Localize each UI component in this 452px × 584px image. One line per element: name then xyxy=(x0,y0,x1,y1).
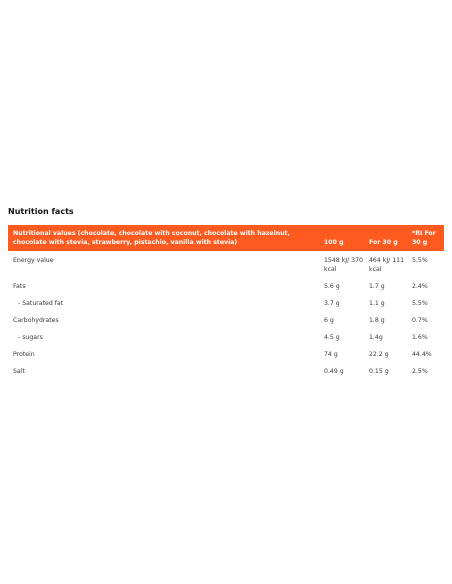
value-per-30g: 464 kJ/ 111 kcal xyxy=(369,257,405,273)
value-per-30g: 1.4g xyxy=(369,334,383,341)
table-header-row xyxy=(8,225,444,251)
nutrient-name: Energy value xyxy=(13,257,54,264)
nutrient-name: - sugars xyxy=(18,334,43,341)
nutrient-name: - Saturated fat xyxy=(18,300,64,307)
value-ri: 5.5% xyxy=(412,300,428,307)
header-nutritional-values: Nutritional values (chocolate, chocolate with coconut, chocolate with hazelnut, chocolate with stevia, strawberry, pistachio, vanilla with stevia) xyxy=(8,225,319,251)
value-per-30g: 22.2 g xyxy=(369,351,389,358)
value-per-100g: 6 g xyxy=(324,317,334,324)
nutrient-name: Carbohydrates xyxy=(13,317,59,324)
value-per-30g: 1.8 g xyxy=(369,317,385,324)
value-per-100g: 74 g xyxy=(324,351,338,358)
value-per-100g: 5.6 g xyxy=(324,283,340,290)
table-row xyxy=(8,346,444,363)
table-row xyxy=(8,251,444,278)
nutrient-name: Protein xyxy=(13,351,35,358)
nutrition-table xyxy=(8,225,444,380)
table-row xyxy=(8,295,444,312)
value-ri: 0.7% xyxy=(412,317,428,324)
table-row xyxy=(8,363,444,380)
value-per-30g: 1.1 g xyxy=(369,300,385,307)
table-row xyxy=(8,312,444,329)
value-per-100g: 3.7 g xyxy=(324,300,340,307)
value-ri: 2.4% xyxy=(412,283,428,290)
nutrient-name: Fats xyxy=(13,283,26,290)
value-per-100g: 0.49 g xyxy=(324,368,344,375)
nutrient-name: Salt xyxy=(13,368,25,375)
table-row xyxy=(8,278,444,295)
header-per-100g: 100 g xyxy=(319,225,364,251)
header-ri-per-30g: *RI For 30 g xyxy=(407,225,444,251)
value-per-100g: 1548 kJ/ 370 kcal xyxy=(324,257,363,273)
value-ri: 2.5% xyxy=(412,368,428,375)
table-row xyxy=(8,329,444,346)
value-per-30g: 1.7 g xyxy=(369,283,385,290)
value-per-100g: 4.5 g xyxy=(324,334,340,341)
value-ri: 1.6% xyxy=(412,334,428,341)
value-per-30g: 0.15 g xyxy=(369,368,389,375)
header-per-30g: For 30 g xyxy=(364,225,407,251)
value-ri: 44.4% xyxy=(412,351,432,358)
section-title: Nutrition facts xyxy=(8,207,74,216)
value-ri: 5.5% xyxy=(412,257,428,264)
